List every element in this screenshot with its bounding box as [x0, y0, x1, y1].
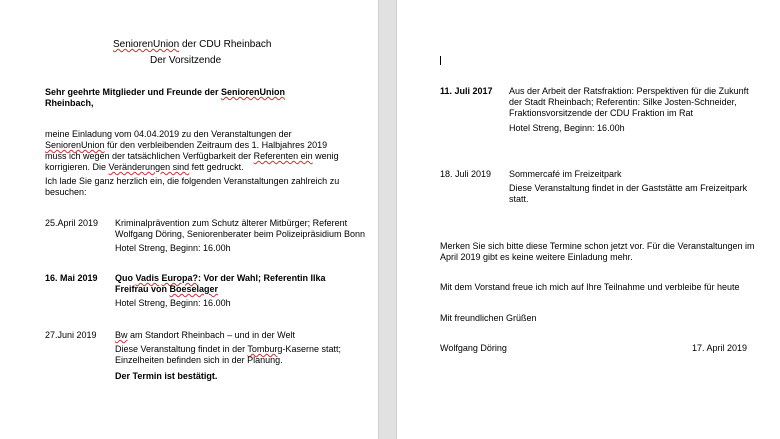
event-2-l1-b: Vadis	[135, 273, 160, 283]
p2-event-1-line-2[interactable]: der Stadt Rheinbach; Referentin: Silke Josten-Schneider,	[509, 97, 737, 107]
event-3-l1-b: am Standort Rheinbach – und in der Welt	[127, 330, 295, 340]
letter-date[interactable]: 17. April 2019	[692, 343, 748, 353]
p2-event-1-place[interactable]: Hotel Streng, Beginn: 16.00h	[509, 123, 625, 133]
header-org: SeniorenUnion	[113, 39, 180, 50]
para1-line-4-b: Veränderungen sind	[108, 162, 190, 172]
event-1-line-2[interactable]: Wolfgang Döring, Seniorenberater beim Polizeipräsidium Bonn	[115, 229, 365, 239]
event-2-l1-d: Europa?	[161, 273, 199, 283]
p2-event-1-date[interactable]: 11. Juli 2017	[440, 86, 493, 96]
p2-event-2-date[interactable]: 18. Juli 2019	[440, 169, 492, 179]
event-2-line-2[interactable]	[115, 284, 218, 295]
p2-event-2-line-2[interactable]: Diese Veranstaltung findet in der Gaststätte am Freizeitpark	[509, 183, 748, 193]
greeting-line-1[interactable]	[45, 87, 285, 98]
signature[interactable]: Wolfgang Döring	[440, 343, 507, 353]
greeting-text: Sehr geehrte Mitglieder und Freunde der	[45, 87, 222, 97]
p2-event-1-line-1[interactable]: Aus der Arbeit der Ratsfraktion: Perspektiven für die Zukunft	[509, 86, 749, 96]
event-3-line-2[interactable]	[115, 344, 341, 355]
event-2-line-1[interactable]	[115, 273, 326, 284]
event-3-line-1[interactable]	[115, 330, 295, 341]
note-1-line-2[interactable]: April 2019 gibt es keine weitere Einladung mehr.	[440, 252, 633, 262]
closing[interactable]: Mit freundlichen Grüßen	[440, 313, 537, 323]
letter-header[interactable]	[113, 39, 271, 51]
event-3-l2-b: Tomburg	[247, 344, 283, 354]
event-1-place[interactable]: Hotel Streng, Beginn: 16.00h	[115, 243, 231, 253]
para1-line-3-c: wenig	[312, 151, 339, 161]
para1-line-4[interactable]	[45, 162, 244, 173]
event-3-l2-a: Diese Veranstaltung findet in der	[115, 344, 248, 354]
letter-header-sub[interactable]: Der Vorsitzende	[150, 55, 222, 66]
p2-event-1-line-3[interactable]: Fraktionsvorsitzende der CDU Fraktion im Rat	[509, 108, 694, 118]
event-2-l1-a: Quo	[115, 273, 136, 283]
note-1-line-1[interactable]: Merken Sie sich bitte diese Termine schon jetzt vor. Für die Veranstaltungen im	[440, 241, 755, 251]
p2-event-2-line-1[interactable]: Sommercafé im Freizeitpark	[509, 169, 622, 179]
para1-line-4-c: fett gedruckt.	[189, 162, 244, 172]
note-2[interactable]: Mit dem Vorstand freue ich mich auf Ihre Teilnahme und verbleibe für heute	[440, 282, 740, 292]
document-page-2	[397, 0, 780, 439]
event-2-place[interactable]: Hotel Streng, Beginn: 16.00h	[115, 298, 231, 308]
para2-line-2[interactable]: besuchen:	[45, 187, 87, 197]
para1-line-3[interactable]	[45, 151, 339, 162]
event-3-l1-a: Bw	[115, 330, 128, 340]
para1-line-3-a: muss ich wegen der tatsächlichen Verfügbarkeit der	[45, 151, 254, 161]
greeting-line-2[interactable]: Rheinbach,	[45, 98, 94, 108]
event-3-note[interactable]: Der Termin ist bestätigt.	[115, 371, 218, 381]
event-2-l2-b: Boeselager	[169, 284, 219, 294]
para1-line-3-b: Referenten ein	[253, 151, 313, 161]
para1-line-2-rest: für den verbleibenden Zeitraum des 1. Halbjahres 2019	[104, 140, 328, 150]
event-2-l1-e: : Vor der Wahl; Referentin Ilka	[198, 273, 326, 283]
greeting-org: SeniorenUnion	[221, 87, 286, 97]
p2-event-2-line-3[interactable]: statt.	[509, 194, 529, 204]
para1-line-1[interactable]: meine Einladung vom 04.04.2019 zu den Veranstaltungen der	[45, 129, 292, 139]
para1-org: SeniorenUnion	[45, 140, 105, 150]
event-2-l2-a: Freifrau von	[115, 284, 170, 294]
event-3-date[interactable]: 27.Juni 2019	[45, 330, 97, 340]
page-gap	[378, 0, 397, 439]
para1-line-2[interactable]	[45, 140, 327, 151]
event-2-date[interactable]: 16. Mai 2019	[45, 273, 98, 283]
event-1-date[interactable]: 25.April 2019	[45, 218, 99, 228]
event-3-l2-c: -Kaserne statt;	[282, 344, 341, 354]
para1-line-4-a: korrigieren. Die	[45, 162, 109, 172]
header-rest: der CDU Rheinbach	[179, 39, 272, 50]
event-3-line-3[interactable]: Einzelheiten befinden sich in der Planung.	[115, 355, 283, 365]
event-1-line-1[interactable]: Kriminalprävention zum Schutz älterer Mitbürger; Referent	[115, 218, 348, 228]
text-cursor	[440, 56, 441, 65]
para2-line-1[interactable]: Ich lade Sie ganz herzlich ein, die folgenden Veranstaltungen zahlreich zu	[45, 176, 340, 186]
